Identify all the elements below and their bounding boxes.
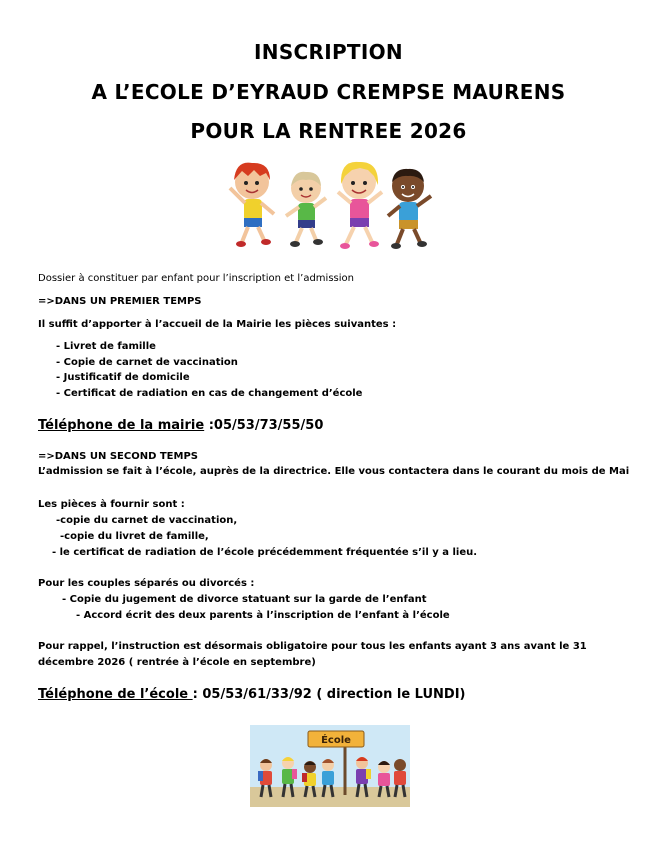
first-step-item: - Livret de famille (56, 341, 156, 352)
jumping-kids-illustration (222, 158, 440, 264)
pieces-heading: Les pièces à fournir sont : (38, 499, 185, 510)
title-line-3: POUR LA RENTREE 2026 (190, 119, 467, 143)
first-step-item: - Justificatif de domicile (56, 372, 190, 383)
mairie-phone-label: Téléphone de la mairie (38, 418, 205, 433)
school-phone-label: Téléphone de l’école (38, 687, 193, 702)
mairie-phone-value: :05/53/73/55/50 (204, 418, 324, 433)
first-step-item: - Copie de carnet de vaccination (56, 357, 238, 368)
reminder-line-2: décembre 2026 ( rentrée à l’école en septembre) (38, 657, 316, 668)
title-line-1: INSCRIPTION (254, 40, 403, 64)
intro-text: Dossier à constituer par enfant pour l’inscription et l’admission (38, 273, 354, 284)
school-phone-line (38, 687, 466, 702)
separated-heading: Pour les couples séparés ou divorcés : (38, 578, 255, 589)
school-phone-value: : 05/53/61/33/92 ( direction le LUNDI) (192, 687, 466, 702)
pieces-item: - le certificat de radiation de l’école précédemment fréquentée s’il y a lieu. (52, 547, 478, 558)
separated-item: - Accord écrit des deux parents à l’inscription de l’enfant à l’école (76, 610, 450, 621)
second-step-text: L’admission se fait à l’école, auprès de la directrice. Elle vous contactera dans le courant du mois de Mai (38, 466, 630, 477)
first-step-heading: =>DANS UN PREMIER TEMPS (38, 296, 202, 307)
sign-text: École (321, 735, 351, 746)
first-step-item: - Certificat de radiation en cas de changement d’école (56, 388, 363, 399)
reminder-line-1: Pour rappel, l’instruction est désormais obligatoire pour tous les enfants ayant 3 ans avant le 31 (38, 641, 587, 652)
pieces-item: -copie du livret de famille, (60, 531, 209, 542)
mairie-phone-line (38, 418, 323, 433)
title-line-2: A L’ECOLE D’EYRAUD CREMPSE MAURENS (91, 80, 566, 104)
second-step-heading: =>DANS UN SECOND TEMPS (38, 451, 198, 462)
school-kids-illustration (250, 725, 410, 807)
first-step-text: Il suffit d’apporter à l’accueil de la Mairie les pièces suivantes : (38, 319, 397, 330)
pieces-item: -copie du carnet de vaccination, (56, 515, 238, 526)
separated-item: - Copie du jugement de divorce statuant sur la garde de l’enfant (62, 594, 427, 605)
